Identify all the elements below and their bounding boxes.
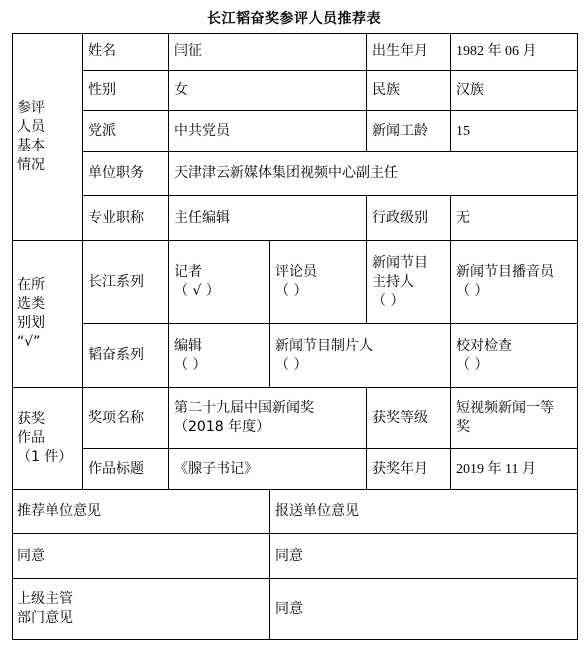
- years-label: 新闻工龄: [367, 111, 451, 152]
- report-unit-opinion-label: 报送单位意见: [270, 490, 578, 534]
- producer-label: 新闻节目制片人: [275, 337, 373, 354]
- proofreader-checkmark: （ ）: [456, 356, 489, 373]
- party-value: 中共党员: [169, 111, 367, 152]
- superior-dept-opinion-label: 上级主管 部门意见: [12, 579, 270, 640]
- work-title-value: 《腺子书记》: [169, 449, 367, 490]
- gender-value: 女: [169, 71, 367, 111]
- taofen-series-label: 韬奋系列: [83, 324, 169, 388]
- award-section-label: 获奖 作品 （1 件）: [12, 388, 83, 490]
- editor-checkmark: （ ）: [174, 356, 207, 373]
- recommend-unit-opinion-value: 同意: [12, 534, 270, 579]
- host-label: 新闻节目 主持人: [372, 254, 428, 290]
- award-date-value: 2019 年 11 月: [451, 449, 578, 490]
- years-value: 15: [451, 111, 578, 152]
- unit-label: 单位职务: [83, 152, 169, 196]
- host-checkmark: （ ）: [372, 292, 405, 309]
- ethnic-value: 汉族: [451, 71, 578, 111]
- title-label: 专业职称: [83, 196, 169, 241]
- rank-label: 行政级别: [367, 196, 451, 241]
- rank-value: 无: [451, 196, 578, 241]
- commentator-checkmark: （ ）: [275, 283, 308, 299]
- reporter-checkmark: （ √ ）: [174, 283, 220, 299]
- award-level-label: 获奖等级: [367, 388, 451, 449]
- unit-value: 天津津云新媒体集团视频中心副主任: [169, 152, 578, 196]
- changjiang-series-label: 长江系列: [83, 241, 169, 324]
- reporter-label: 记者: [174, 264, 202, 280]
- form-title: 长江韬奋奖参评人员推荐表: [207, 11, 381, 27]
- basic-info-section-label: 参评 人员 基本 情况: [12, 33, 83, 241]
- reporter-option: [169, 241, 270, 324]
- award-level-value: 短视频新闻一等 奖: [451, 388, 578, 449]
- report-unit-opinion-value: 同意: [270, 534, 578, 579]
- recommend-unit-opinion-label: 推荐单位意见: [12, 490, 270, 534]
- editor-label: 编辑: [174, 337, 202, 354]
- birth-value: 1982 年 06 月: [451, 33, 578, 71]
- award-date-label: 获奖年月: [367, 449, 451, 490]
- ethnic-label: 民族: [367, 71, 451, 111]
- award-name-label: 奖项名称: [83, 388, 169, 449]
- category-section-label: 在所 选类 别划 “√”: [12, 241, 83, 388]
- host-option: [367, 241, 451, 324]
- commentator-label: 评论员: [275, 264, 317, 280]
- proofreader-label: 校对检查: [456, 337, 512, 354]
- work-title-label: 作品标题: [83, 449, 169, 490]
- proofreader-option: [451, 324, 578, 388]
- producer-option: [270, 324, 451, 388]
- title-value: 主任编辑: [169, 196, 367, 241]
- announcer-label: 新闻节目播音员: [456, 264, 554, 280]
- gender-label: 性别: [83, 71, 169, 111]
- name-label: 姓名: [83, 33, 169, 71]
- name-value: 闫征: [169, 33, 367, 71]
- producer-checkmark: （ ）: [275, 356, 308, 373]
- announcer-checkmark: （ ）: [456, 283, 489, 299]
- birth-label: 出生年月: [367, 33, 451, 71]
- party-label: 党派: [83, 111, 169, 152]
- commentator-option: [270, 241, 367, 324]
- award-name-value: 第二十九届中国新闻奖 （2018 年度）: [169, 388, 367, 449]
- superior-dept-opinion-value: 同意: [270, 579, 578, 640]
- announcer-option: [451, 241, 578, 324]
- editor-option: [169, 324, 270, 388]
